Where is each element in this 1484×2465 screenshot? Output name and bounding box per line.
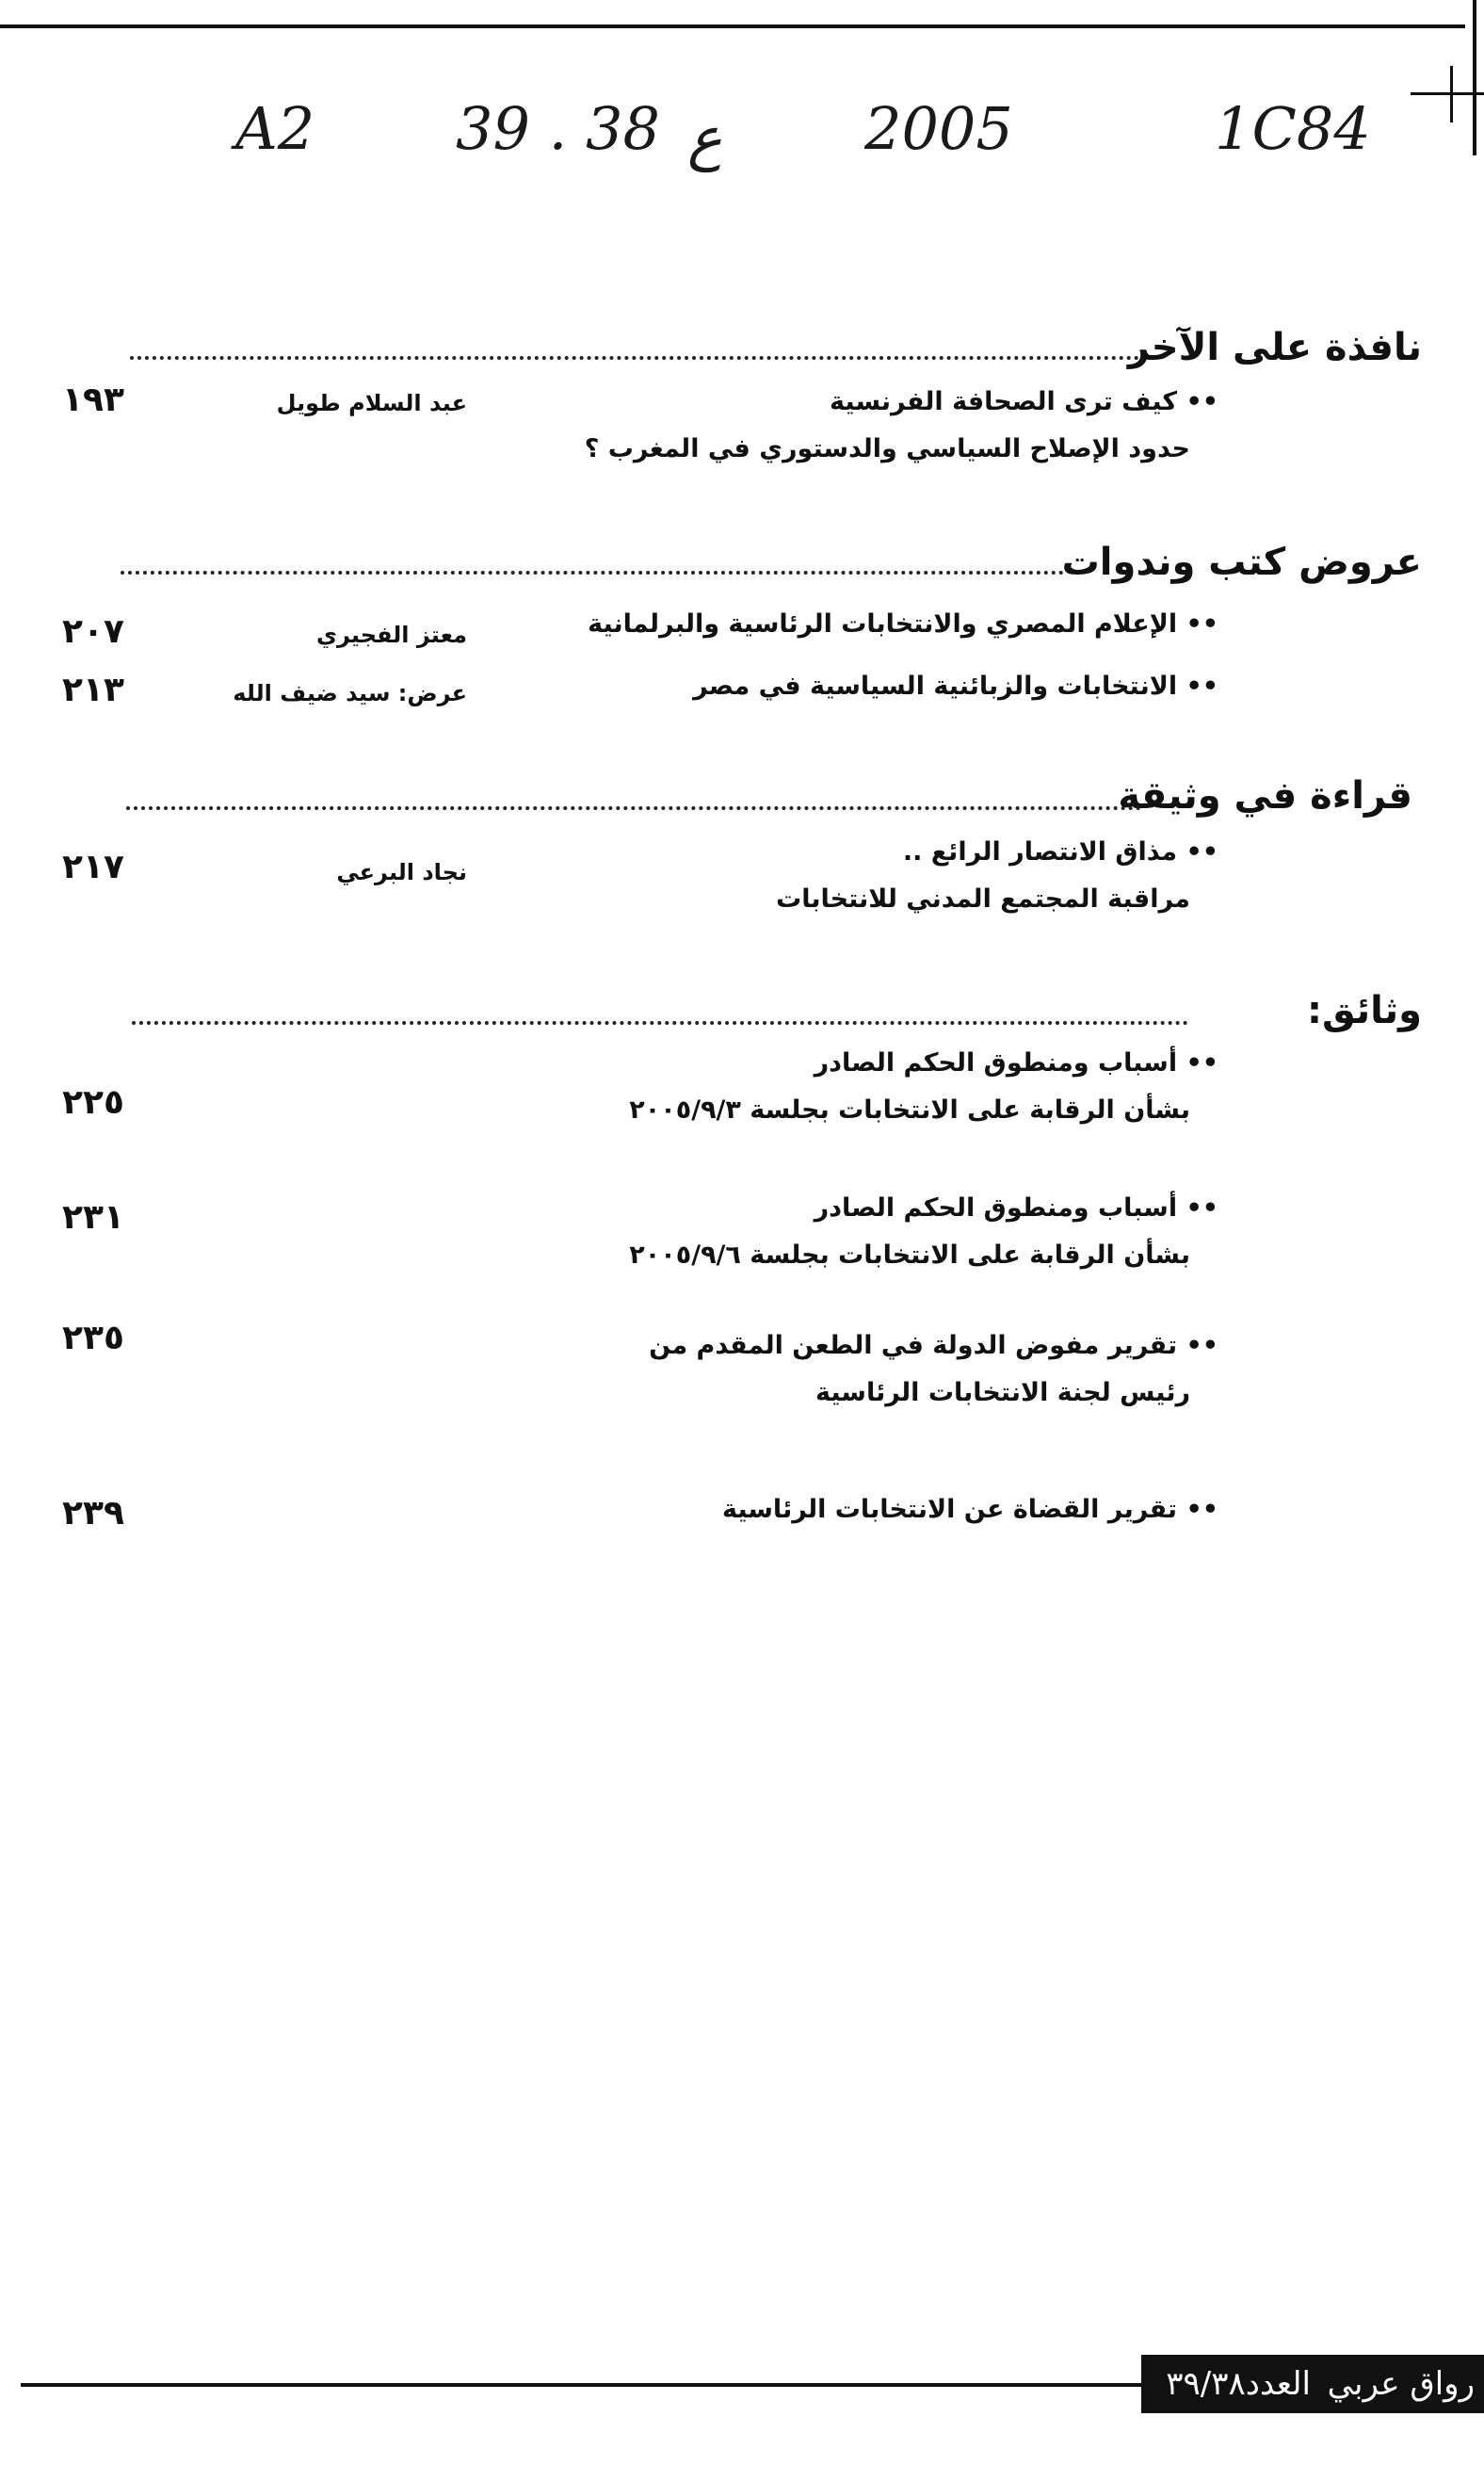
entry-title: •• الإعلام المصري والانتخابات الرئاسية والبرلمانية <box>588 609 1218 639</box>
entry-subtitle: بشأن الرقابة على الانتخابات بجلسة ٢٠٠٥/٩/٣ <box>629 1095 1190 1125</box>
top-rule <box>0 24 1465 28</box>
entry-title: •• الانتخابات والزبائنية السياسية في مصر <box>693 672 1218 701</box>
section-title: نافذة على الآخر <box>1127 326 1422 369</box>
entry-subtitle: مراقبة المجتمع المدني للانتخابات <box>776 884 1190 914</box>
page-number: ٢١٧ <box>62 848 124 886</box>
toc-entry <box>588 601 1218 648</box>
page-number: ٢٠٧ <box>62 612 124 651</box>
entry-title: •• تقرير مفوض الدولة في الطعن المقدم من <box>649 1331 1218 1360</box>
page-number: ٢٣١ <box>62 1198 124 1237</box>
bottom-rule <box>21 2383 1151 2387</box>
toc-entry <box>629 1040 1218 1134</box>
entry-title: •• أسباب ومنطوق الحكم الصادر <box>814 1193 1218 1223</box>
handwritten-issues: 39 . 38 <box>456 94 660 163</box>
footer-issue-label: العدد٣٩/٣٨ <box>1141 2355 1320 2413</box>
entry-title: •• تقرير القضاة عن الانتخابات الرئاسية <box>721 1495 1218 1524</box>
entry-subtitle: حدود الإصلاح السياسي والدستوري في المغرب ؟ <box>584 434 1190 463</box>
toc-entry <box>649 1322 1218 1417</box>
entry-title: •• أسباب ومنطوق الحكم الصادر <box>814 1048 1218 1078</box>
entry-author: عرض: سيد ضيف الله <box>233 680 467 706</box>
section-title: عروض كتب وندوات <box>1061 541 1422 584</box>
toc-entry <box>776 829 1218 923</box>
toc-entry <box>585 379 1218 473</box>
toc-entry <box>629 1185 1218 1279</box>
dotted-leader <box>130 356 1139 360</box>
handwritten-code: A2 <box>235 94 315 163</box>
page-number: ٢١٣ <box>62 671 124 709</box>
dotted-leader <box>132 1021 1188 1025</box>
dotted-leader <box>121 571 1064 575</box>
section-title: وثائق: <box>1307 989 1422 1032</box>
entry-title: •• كيف ترى الصحافة الفرنسية <box>830 387 1218 416</box>
dotted-leader <box>126 806 1141 810</box>
entry-author: نجاد البرعي <box>336 859 467 885</box>
corner-mark-vertical <box>1450 66 1453 122</box>
footer-journal-name: رواق عربي <box>1315 2355 1484 2413</box>
page-number: ٢٣٩ <box>62 1494 124 1533</box>
entry-title: •• مذاق الانتصار الرائع .. <box>902 837 1218 867</box>
entry-subtitle: رئيس لجنة الانتخابات الرئاسية <box>815 1378 1190 1407</box>
page-number: ٢٢٥ <box>62 1083 124 1122</box>
toc-entry <box>722 1486 1218 1533</box>
right-margin-rule <box>1473 0 1476 155</box>
handwritten-letter: ع <box>687 104 722 172</box>
page-number: ١٩٣ <box>62 381 124 419</box>
entry-author: معتز الفجيري <box>315 622 467 648</box>
handwritten-reference: 1C84 <box>1215 94 1371 163</box>
corner-mark <box>1411 92 1484 95</box>
entry-author: عبد السلام طويل <box>276 390 467 416</box>
page-number: ٢٣٥ <box>62 1319 124 1357</box>
handwritten-year: 2005 <box>864 94 1013 163</box>
toc-entry <box>693 663 1218 710</box>
section-title: قراءة في وثيقة <box>1118 774 1412 818</box>
entry-subtitle: بشأن الرقابة على الانتخابات بجلسة ٢٠٠٥/٩/٦ <box>629 1241 1190 1270</box>
